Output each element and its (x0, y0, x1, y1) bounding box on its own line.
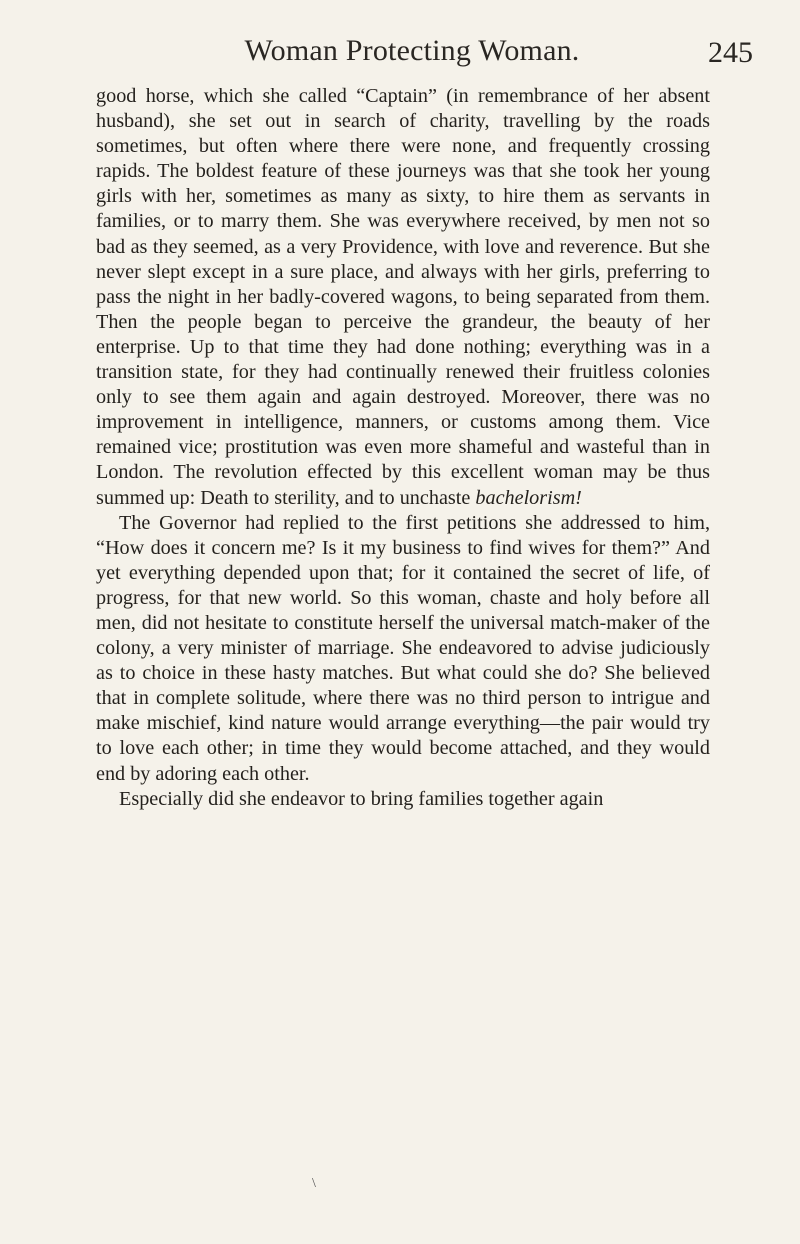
page-number: 245 (708, 36, 753, 69)
running-head-title: Woman Protecting Woman. (244, 34, 580, 67)
paragraph-1 (96, 84, 710, 511)
stray-mark: \ (312, 1176, 316, 1191)
paragraph-1-emphasis: bachelorism! (475, 486, 582, 509)
paragraph-2: The Governor had replied to the first petitions she addressed to him, “How does it concern me? Is it my business to find wives for them?” And yet everything depended upon that; for it contained the secret of life, of progress, for that new world. So this woman, chaste and holy before all men, did not hesitate to constitute herself the universal match-maker of the colony, a very minister of marriage. She endeavored to advise judiciously as to choice in these hasty matches. But what could she do? She believed that in complete solitude, where there was no third person to intrigue and make mischief, kind nature would arrange everything—the pair would try to love each other; in time they would become attached, and they would end by adoring each other. (96, 511, 710, 785)
body-text (96, 84, 710, 812)
paragraph-1-text: good horse, which she called “Captain” (in remembrance of her absent husband), she set out in search of charity, travelling by the roads sometimes, but often where there were none, and frequently crossing rapids. The boldest feature of these journeys was that she took her young girls with her, sometimes as many as sixty, to hire them as servants in families, or to marry them. She was everywhere received, by men not so bad as they seemed, as a very Providence, with love and reverence. But she never slept except in a sure place, and always with her girls, preferring to pass the night in her badly-covered wagons, to being separated from them. Then the people began to perceive the grandeur, the beauty of her enterprise. Up to that time they had done nothing; everything was in a transition state, for they had continually renewed their fruitless colonies only to see them again and again destroyed. Moreover, there was no improvement in intelligence, manners, or customs among them. Vice remained vice; prostitution was even more shameful and wasteful than in London. The revolution effected by this excellent woman may be thus summed up: Death to sterility, and to unchaste (96, 85, 710, 509)
paragraph-3: Especially did she endeavor to bring families together again (119, 787, 604, 810)
